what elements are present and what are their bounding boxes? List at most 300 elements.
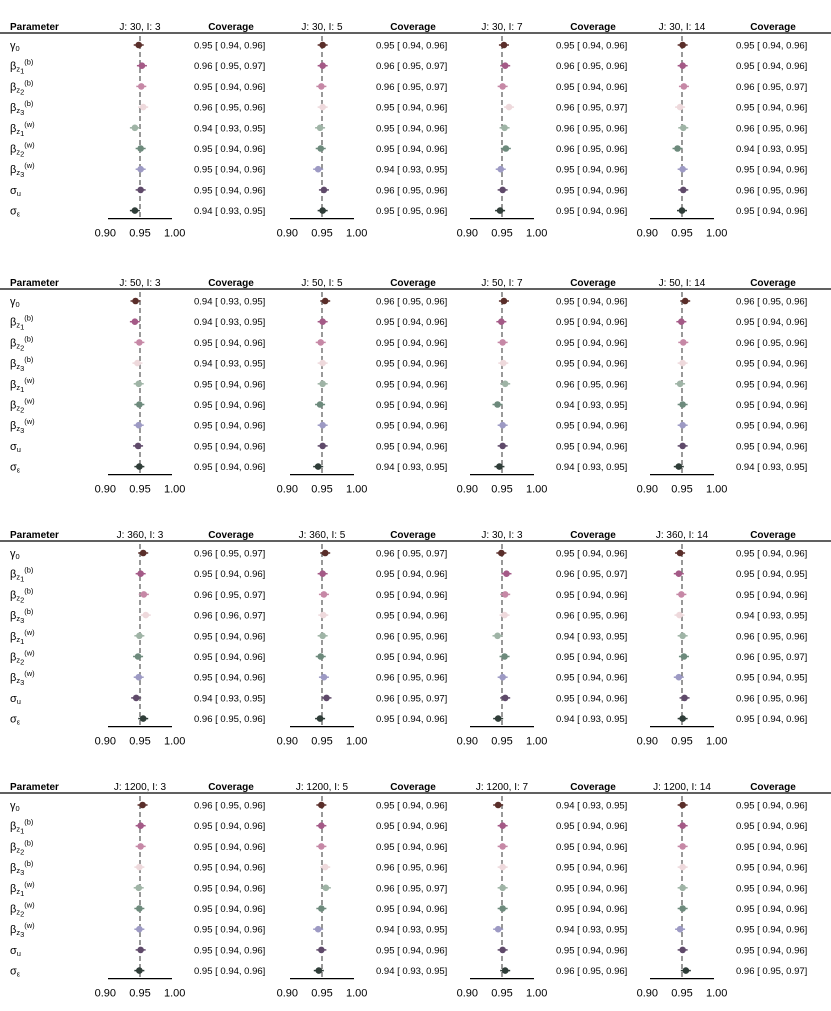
- block-1: [0, 22, 831, 240]
- point-gamma0: [322, 550, 329, 557]
- point-bz2w: [137, 145, 144, 152]
- point-bz2b: [680, 339, 687, 346]
- x-tick-label: 0.95: [491, 735, 513, 748]
- coverage-value: 0.96 [ 0.95, 0.97]: [376, 81, 448, 93]
- parameter-label-sigma_e: σε: [10, 461, 21, 475]
- coverage-header: Coverage: [750, 278, 796, 289]
- parameter-label-bz3w: βz3$^{(w)}$: [10, 417, 35, 436]
- x-tick-label: 0.95: [311, 987, 333, 1000]
- x-tick-label: 0.95: [129, 735, 151, 748]
- parameter-header: Parameter: [10, 22, 59, 33]
- point-sigma_e: [679, 715, 686, 722]
- point-bz2b: [679, 843, 686, 850]
- point-sigma_u: [499, 187, 506, 194]
- point-bz3w: [679, 166, 686, 173]
- coverage-value: 0.96 [ 0.95, 0.97]: [736, 81, 808, 93]
- point-sigma_u: [323, 695, 330, 702]
- coverage-value: 0.95 [ 0.94, 0.96]: [736, 945, 808, 957]
- coverage-value: 0.95 [ 0.94, 0.96]: [556, 164, 628, 176]
- point-gamma0: [132, 298, 139, 305]
- coverage-value: 0.96 [ 0.95, 0.96]: [736, 337, 808, 349]
- point-gamma0: [318, 802, 325, 809]
- point-bz1w: [677, 381, 684, 388]
- point-sigma_u: [680, 187, 687, 194]
- x-tick-label: 1.00: [706, 483, 728, 496]
- point-gamma0: [498, 550, 505, 557]
- parameter-label-gamma0: γ0: [10, 548, 20, 561]
- point-bz3w: [677, 926, 684, 933]
- point-gamma0: [501, 42, 508, 49]
- parameter-label-bz3w: βz3$^{(w)}$: [10, 921, 35, 940]
- x-tick-label: 0.95: [311, 735, 333, 748]
- coverage-value: 0.95 [ 0.94, 0.96]: [556, 548, 628, 560]
- coverage-value: 0.95 [ 0.94, 0.96]: [736, 102, 808, 114]
- x-tick-label: 0.95: [671, 735, 693, 748]
- parameter-label-bz1w: βz1$^{(w)}$: [10, 119, 35, 138]
- point-bz1w: [317, 125, 324, 132]
- coverage-value: 0.95 [ 0.94, 0.96]: [736, 924, 808, 936]
- point-bz1w: [679, 885, 686, 892]
- coverage-header: Coverage: [390, 530, 436, 541]
- coverage-value: 0.94 [ 0.93, 0.95]: [556, 924, 628, 936]
- coverage-value: 0.94 [ 0.93, 0.95]: [376, 164, 448, 176]
- point-bz1w: [501, 125, 508, 132]
- coverage-value: 0.95 [ 0.94, 0.96]: [194, 144, 266, 155]
- point-bz2b: [141, 591, 148, 598]
- coverage-value: 0.95 [ 0.94, 0.96]: [376, 337, 448, 349]
- coverage-value: 0.95 [ 0.94, 0.96]: [194, 924, 266, 936]
- point-bz2b: [318, 83, 325, 90]
- coverage-value: 0.96 [ 0.95, 0.96]: [194, 714, 266, 726]
- point-bz3w: [319, 422, 326, 429]
- coverage-value: 0.95 [ 0.94, 0.96]: [194, 40, 266, 52]
- coverage-value: 0.95 [ 0.94, 0.96]: [556, 841, 628, 853]
- coverage-value: 0.95 [ 0.94, 0.96]: [194, 462, 266, 474]
- point-bz2b: [138, 83, 145, 90]
- point-bz1w: [319, 633, 326, 640]
- coverage-value: 0.95 [ 0.94, 0.96]: [194, 862, 266, 874]
- coverage-value: 0.95 [ 0.94, 0.96]: [736, 206, 808, 218]
- x-tick-label: 1.00: [346, 483, 368, 496]
- point-bz3w: [321, 674, 328, 681]
- parameter-header: Parameter: [10, 530, 59, 541]
- parameter-label-bz1w: βz1$^{(w)}$: [10, 375, 35, 394]
- point-bz1b: [137, 570, 144, 577]
- panel-label: J: 30, I: 14: [658, 22, 706, 33]
- parameter-label-bz3b: βz3$^{(b)}$: [10, 859, 34, 878]
- point-bz2b: [502, 591, 509, 598]
- panel-label: J: 360, I: 5: [298, 530, 346, 541]
- point-bz2b: [317, 339, 324, 346]
- point-bz2b: [681, 83, 688, 90]
- coverage-header: Coverage: [208, 278, 254, 289]
- coverage-value: 0.96 [ 0.95, 0.96]: [556, 966, 628, 978]
- panel-label: J: 50, I: 5: [301, 278, 343, 289]
- coverage-value: 0.95 [ 0.94, 0.96]: [194, 883, 266, 895]
- coverage-value: 0.96 [ 0.95, 0.96]: [556, 123, 628, 135]
- point-sigma_u: [499, 443, 506, 450]
- point-gamma0: [135, 42, 142, 49]
- coverage-value: 0.95 [ 0.94, 0.96]: [376, 379, 448, 391]
- coverage-value: 0.95 [ 0.94, 0.96]: [194, 337, 266, 349]
- parameter-header: Parameter: [10, 278, 59, 289]
- coverage-value: 0.96 [ 0.95, 0.96]: [556, 610, 628, 622]
- point-bz2w: [674, 145, 681, 152]
- point-bz3w: [499, 674, 506, 681]
- coverage-value: 0.95 [ 0.94, 0.96]: [736, 400, 808, 411]
- parameter-label-gamma0: γ0: [10, 40, 20, 53]
- coverage-value: 0.96 [ 0.95, 0.96]: [556, 379, 628, 391]
- coverage-value: 0.95 [ 0.94, 0.96]: [194, 672, 266, 684]
- x-tick-label: 0.95: [491, 987, 513, 1000]
- x-tick-label: 1.00: [526, 987, 548, 1000]
- parameter-label-bz1b: βz1$^{(b)}$: [10, 565, 34, 584]
- point-bz3w: [315, 926, 322, 933]
- coverage-value: 0.95 [ 0.94, 0.96]: [736, 420, 808, 432]
- coverage-value: 0.95 [ 0.94, 0.96]: [194, 966, 266, 978]
- point-gamma0: [501, 298, 508, 305]
- coverage-header: Coverage: [390, 278, 436, 289]
- panel-label: J: 1200, I: 3: [113, 782, 167, 793]
- coverage-value: 0.95 [ 0.94, 0.96]: [556, 296, 628, 308]
- x-tick-label: 0.95: [129, 483, 151, 496]
- point-bz2w: [679, 905, 686, 912]
- panel-label: J: 1200, I: 5: [295, 782, 349, 793]
- point-bz2b: [321, 591, 328, 598]
- point-bz2w: [317, 145, 324, 152]
- point-gamma0: [140, 550, 147, 557]
- point-gamma0: [677, 550, 684, 557]
- point-bz3w: [497, 166, 504, 173]
- coverage-value: 0.96 [ 0.95, 0.96]: [736, 185, 808, 197]
- coverage-value: 0.94 [ 0.93, 0.95]: [556, 462, 628, 474]
- coverage-value: 0.95 [ 0.94, 0.96]: [376, 102, 448, 114]
- parameter-label-sigma_e: σε: [10, 713, 21, 727]
- point-bz1b: [319, 62, 326, 69]
- parameter-label-bz2b: βz2$^{(b)}$: [10, 334, 34, 353]
- coverage-value: 0.95 [ 0.94, 0.95]: [736, 672, 808, 684]
- point-gamma0: [319, 42, 326, 49]
- x-tick-label: 1.00: [164, 227, 186, 240]
- point-bz3w: [676, 674, 683, 681]
- coverage-value: 0.95 [ 0.94, 0.96]: [736, 40, 808, 52]
- parameter-label-bz1b: βz1$^{(b)}$: [10, 817, 34, 836]
- coverage-value: 0.95 [ 0.94, 0.96]: [194, 379, 266, 391]
- point-sigma_u: [135, 443, 142, 450]
- parameter-label-gamma0: γ0: [10, 800, 20, 813]
- coverage-value: 0.95 [ 0.94, 0.96]: [736, 904, 808, 915]
- coverage-value: 0.96 [ 0.95, 0.96]: [556, 61, 628, 73]
- x-tick-label: 0.95: [129, 987, 151, 1000]
- coverage-value: 0.94 [ 0.93, 0.95]: [194, 693, 266, 705]
- panel-4-1: [95, 796, 266, 1000]
- coverage-value: 0.95 [ 0.94, 0.96]: [736, 714, 808, 726]
- panel-label: J: 50, I: 7: [481, 278, 523, 289]
- point-bz1b: [499, 822, 506, 829]
- coverage-value: 0.95 [ 0.94, 0.95]: [736, 569, 808, 581]
- panel-2-2: [277, 292, 448, 496]
- coverage-value: 0.95 [ 0.94, 0.96]: [194, 569, 266, 581]
- x-tick-label: 0.90: [636, 735, 658, 748]
- coverage-value: 0.96 [ 0.95, 0.96]: [736, 693, 808, 705]
- x-tick-label: 0.95: [311, 483, 333, 496]
- panel-3-3: [457, 544, 628, 748]
- coverage-value: 0.95 [ 0.94, 0.96]: [736, 441, 808, 453]
- point-bz1b: [679, 822, 686, 829]
- point-bz2w: [499, 905, 506, 912]
- coverage-value: 0.95 [ 0.94, 0.96]: [736, 883, 808, 895]
- x-tick-label: 0.95: [671, 483, 693, 496]
- coverage-value: 0.96 [ 0.95, 0.96]: [194, 800, 266, 812]
- point-bz3b: [319, 360, 326, 367]
- coverage-value: 0.95 [ 0.94, 0.96]: [736, 821, 808, 833]
- coverage-header: Coverage: [570, 278, 616, 289]
- point-sigma_u: [133, 695, 140, 702]
- panel-label: J: 30, I: 3: [119, 22, 161, 33]
- coverage-value: 0.96 [ 0.95, 0.96]: [376, 185, 448, 197]
- x-tick-label: 1.00: [164, 987, 186, 1000]
- coverage-value: 0.94 [ 0.93, 0.95]: [194, 358, 266, 370]
- coverage-value: 0.94 [ 0.93, 0.95]: [376, 924, 448, 936]
- coverage-value: 0.96 [ 0.95, 0.97]: [376, 883, 448, 895]
- coverage-value: 0.96 [ 0.95, 0.96]: [376, 862, 448, 874]
- x-tick-label: 1.00: [526, 227, 548, 240]
- parameter-label-bz2w: βz2$^{(w)}$: [10, 648, 35, 667]
- point-bz1w: [323, 885, 330, 892]
- x-tick-label: 0.90: [276, 987, 298, 1000]
- coverage-value: 0.94 [ 0.93, 0.95]: [736, 144, 808, 155]
- panel-2-4: [637, 292, 808, 496]
- parameter-label-sigma_u: σu: [10, 944, 21, 958]
- parameter-label-bz1w: βz1$^{(w)}$: [10, 627, 35, 646]
- point-bz3b: [136, 864, 143, 871]
- coverage-value: 0.95 [ 0.94, 0.96]: [194, 904, 266, 915]
- point-gamma0: [495, 802, 502, 809]
- point-bz1w: [679, 633, 686, 640]
- point-bz3b: [501, 612, 508, 619]
- point-sigma_u: [321, 187, 328, 194]
- point-bz3b: [134, 360, 141, 367]
- coverage-value: 0.95 [ 0.94, 0.96]: [556, 862, 628, 874]
- coverage-value: 0.95 [ 0.94, 0.96]: [376, 800, 448, 812]
- x-tick-label: 0.95: [491, 483, 513, 496]
- coverage-value: 0.95 [ 0.94, 0.96]: [376, 317, 448, 329]
- coverage-header: Coverage: [750, 782, 796, 793]
- coverage-value: 0.95 [ 0.95, 0.96]: [376, 206, 448, 218]
- coverage-value: 0.95 [ 0.94, 0.96]: [376, 40, 448, 52]
- point-bz3b: [500, 360, 507, 367]
- panel-label: J: 30, I: 7: [481, 22, 523, 33]
- coverage-value: 0.95 [ 0.94, 0.96]: [556, 672, 628, 684]
- parameter-label-bz1b: βz1$^{(b)}$: [10, 57, 34, 76]
- panel-label: J: 30, I: 5: [301, 22, 343, 33]
- point-sigma_e: [683, 967, 690, 974]
- coverage-value: 0.95 [ 0.94, 0.96]: [194, 164, 266, 176]
- coverage-value: 0.95 [ 0.94, 0.96]: [556, 317, 628, 329]
- point-bz1w: [494, 633, 501, 640]
- coverage-value: 0.95 [ 0.94, 0.96]: [556, 206, 628, 218]
- panel-label: J: 1200, I: 7: [475, 782, 529, 793]
- coverage-value: 0.95 [ 0.94, 0.96]: [556, 652, 628, 663]
- point-bz3b: [322, 864, 329, 871]
- coverage-value: 0.95 [ 0.94, 0.96]: [376, 569, 448, 581]
- coverage-value: 0.95 [ 0.94, 0.96]: [376, 714, 448, 726]
- x-tick-label: 1.00: [346, 987, 368, 1000]
- coverage-value: 0.95 [ 0.94, 0.96]: [556, 821, 628, 833]
- coverage-value: 0.95 [ 0.94, 0.96]: [556, 358, 628, 370]
- parameter-label-bz2w: βz2$^{(w)}$: [10, 396, 35, 415]
- coverage-value: 0.95 [ 0.94, 0.96]: [194, 81, 266, 93]
- point-bz3w: [499, 422, 506, 429]
- parameter-label-sigma_u: σu: [10, 692, 21, 706]
- point-sigma_e: [316, 967, 323, 974]
- coverage-value: 0.94 [ 0.93, 0.95]: [194, 123, 266, 135]
- coverage-header: Coverage: [750, 22, 796, 33]
- coverage-header: Coverage: [570, 22, 616, 33]
- coverage-value: 0.94 [ 0.93, 0.95]: [376, 966, 448, 978]
- panel-label: J: 360, I: 14: [655, 530, 709, 541]
- x-tick-label: 0.90: [636, 483, 658, 496]
- panel-2-3: [457, 292, 628, 496]
- parameter-label-bz3w: βz3$^{(w)}$: [10, 161, 35, 180]
- point-bz3b: [677, 104, 684, 111]
- x-tick-label: 1.00: [346, 735, 368, 748]
- coverage-value: 0.95 [ 0.94, 0.96]: [376, 400, 448, 411]
- point-sigma_e: [495, 715, 502, 722]
- coverage-value: 0.95 [ 0.94, 0.96]: [556, 589, 628, 601]
- coverage-value: 0.96 [ 0.95, 0.97]: [556, 569, 628, 581]
- x-tick-label: 0.90: [94, 735, 116, 748]
- panel-3-4: [637, 544, 808, 748]
- point-bz1w: [135, 885, 142, 892]
- coverage-value: 0.94 [ 0.93, 0.95]: [376, 462, 448, 474]
- coverage-value: 0.95 [ 0.94, 0.96]: [376, 652, 448, 663]
- coverage-value: 0.94 [ 0.93, 0.95]: [736, 462, 808, 474]
- parameter-label-bz1b: βz1$^{(b)}$: [10, 313, 34, 332]
- parameter-label-bz2w: βz2$^{(w)}$: [10, 900, 35, 919]
- coverage-header: Coverage: [390, 782, 436, 793]
- coverage-value: 0.94 [ 0.93, 0.95]: [556, 714, 628, 726]
- coverage-value: 0.95 [ 0.94, 0.96]: [194, 821, 266, 833]
- point-bz2b: [499, 843, 506, 850]
- point-gamma0: [679, 802, 686, 809]
- point-bz2b: [318, 843, 325, 850]
- x-tick-label: 0.95: [311, 227, 333, 240]
- panel-label: J: 1200, I: 14: [653, 782, 711, 793]
- point-sigma_e: [496, 463, 503, 470]
- coverage-value: 0.94 [ 0.93, 0.95]: [556, 400, 628, 411]
- point-bz2w: [501, 653, 508, 660]
- coverage-value: 0.95 [ 0.94, 0.96]: [736, 164, 808, 176]
- point-bz1b: [137, 822, 144, 829]
- coverage-value: 0.96 [ 0.95, 0.96]: [736, 631, 808, 643]
- coverage-value: 0.95 [ 0.94, 0.96]: [736, 841, 808, 853]
- coverage-header: Coverage: [570, 530, 616, 541]
- x-tick-label: 1.00: [346, 227, 368, 240]
- coverage-value: 0.95 [ 0.94, 0.96]: [556, 693, 628, 705]
- block-3: [0, 530, 831, 748]
- coverage-value: 0.95 [ 0.94, 0.96]: [556, 420, 628, 432]
- coverage-value: 0.94 [ 0.93, 0.95]: [194, 317, 266, 329]
- point-sigma_e: [136, 967, 143, 974]
- point-sigma_u: [499, 947, 506, 954]
- panel-label: J: 30, I: 3: [481, 530, 523, 541]
- coverage-value: 0.96 [ 0.95, 0.96]: [736, 123, 808, 135]
- point-sigma_e: [319, 207, 326, 214]
- coverage-value: 0.95 [ 0.94, 0.96]: [736, 862, 808, 874]
- panel-4-3: [457, 796, 628, 1000]
- coverage-value: 0.96 [ 0.95, 0.96]: [736, 296, 808, 308]
- point-bz3b: [319, 104, 326, 111]
- point-bz1b: [679, 62, 686, 69]
- coverage-header: Coverage: [208, 22, 254, 33]
- coverage-value: 0.95 [ 0.94, 0.96]: [194, 631, 266, 643]
- point-bz2b: [678, 591, 685, 598]
- coverage-value: 0.95 [ 0.94, 0.96]: [194, 652, 266, 663]
- coverage-value: 0.96 [ 0.95, 0.97]: [376, 61, 448, 73]
- parameter-label-bz3b: βz3$^{(b)}$: [10, 355, 34, 374]
- coverage-value: 0.95 [ 0.94, 0.96]: [736, 589, 808, 601]
- point-bz1w: [499, 885, 506, 892]
- coverage-value: 0.96 [ 0.95, 0.96]: [556, 144, 628, 155]
- coverage-value: 0.95 [ 0.94, 0.96]: [376, 589, 448, 601]
- point-bz2w: [136, 905, 143, 912]
- x-tick-label: 1.00: [706, 227, 728, 240]
- block-2: [0, 278, 831, 496]
- panel-4-4: [637, 796, 808, 1000]
- coverage-header: Coverage: [570, 782, 616, 793]
- x-tick-label: 0.90: [276, 227, 298, 240]
- coverage-value: 0.96 [ 0.95, 0.96]: [194, 102, 266, 114]
- point-bz1b: [498, 318, 505, 325]
- x-tick-label: 0.95: [129, 227, 151, 240]
- point-bz1w: [502, 381, 509, 388]
- point-bz1b: [502, 62, 509, 69]
- parameter-label-bz2b: βz2$^{(b)}$: [10, 78, 34, 97]
- coverage-value: 0.95 [ 0.94, 0.96]: [736, 61, 808, 73]
- point-bz2b: [137, 843, 144, 850]
- coverage-value: 0.95 [ 0.94, 0.96]: [376, 945, 448, 957]
- coverage-value: 0.96 [ 0.95, 0.97]: [376, 693, 448, 705]
- x-tick-label: 1.00: [706, 735, 728, 748]
- point-sigma_u: [679, 443, 686, 450]
- point-sigma_u: [681, 695, 688, 702]
- x-tick-label: 0.95: [671, 987, 693, 1000]
- coverage-header: Coverage: [208, 782, 254, 793]
- parameter-label-bz3b: βz3$^{(b)}$: [10, 607, 34, 626]
- parameter-label-sigma_u: σu: [10, 440, 21, 454]
- coverage-value: 0.95 [ 0.94, 0.96]: [194, 841, 266, 853]
- coverage-value: 0.94 [ 0.93, 0.95]: [194, 206, 266, 218]
- point-bz1w: [135, 381, 142, 388]
- coverage-header: Coverage: [750, 530, 796, 541]
- point-sigma_u: [137, 187, 144, 194]
- coverage-value: 0.94 [ 0.93, 0.95]: [556, 800, 628, 812]
- panel-1-4: [637, 36, 808, 240]
- point-bz2w: [679, 401, 686, 408]
- parameter-label-gamma0: γ0: [10, 296, 20, 309]
- point-bz3w: [679, 422, 686, 429]
- x-tick-label: 0.90: [636, 987, 658, 1000]
- x-tick-label: 0.90: [276, 735, 298, 748]
- point-bz1b: [319, 318, 326, 325]
- point-bz3w: [136, 926, 143, 933]
- x-tick-label: 0.90: [276, 483, 298, 496]
- point-sigma_e: [679, 207, 686, 214]
- point-sigma_u: [137, 947, 144, 954]
- point-bz3w: [137, 166, 144, 173]
- panel-3-2: [277, 544, 448, 748]
